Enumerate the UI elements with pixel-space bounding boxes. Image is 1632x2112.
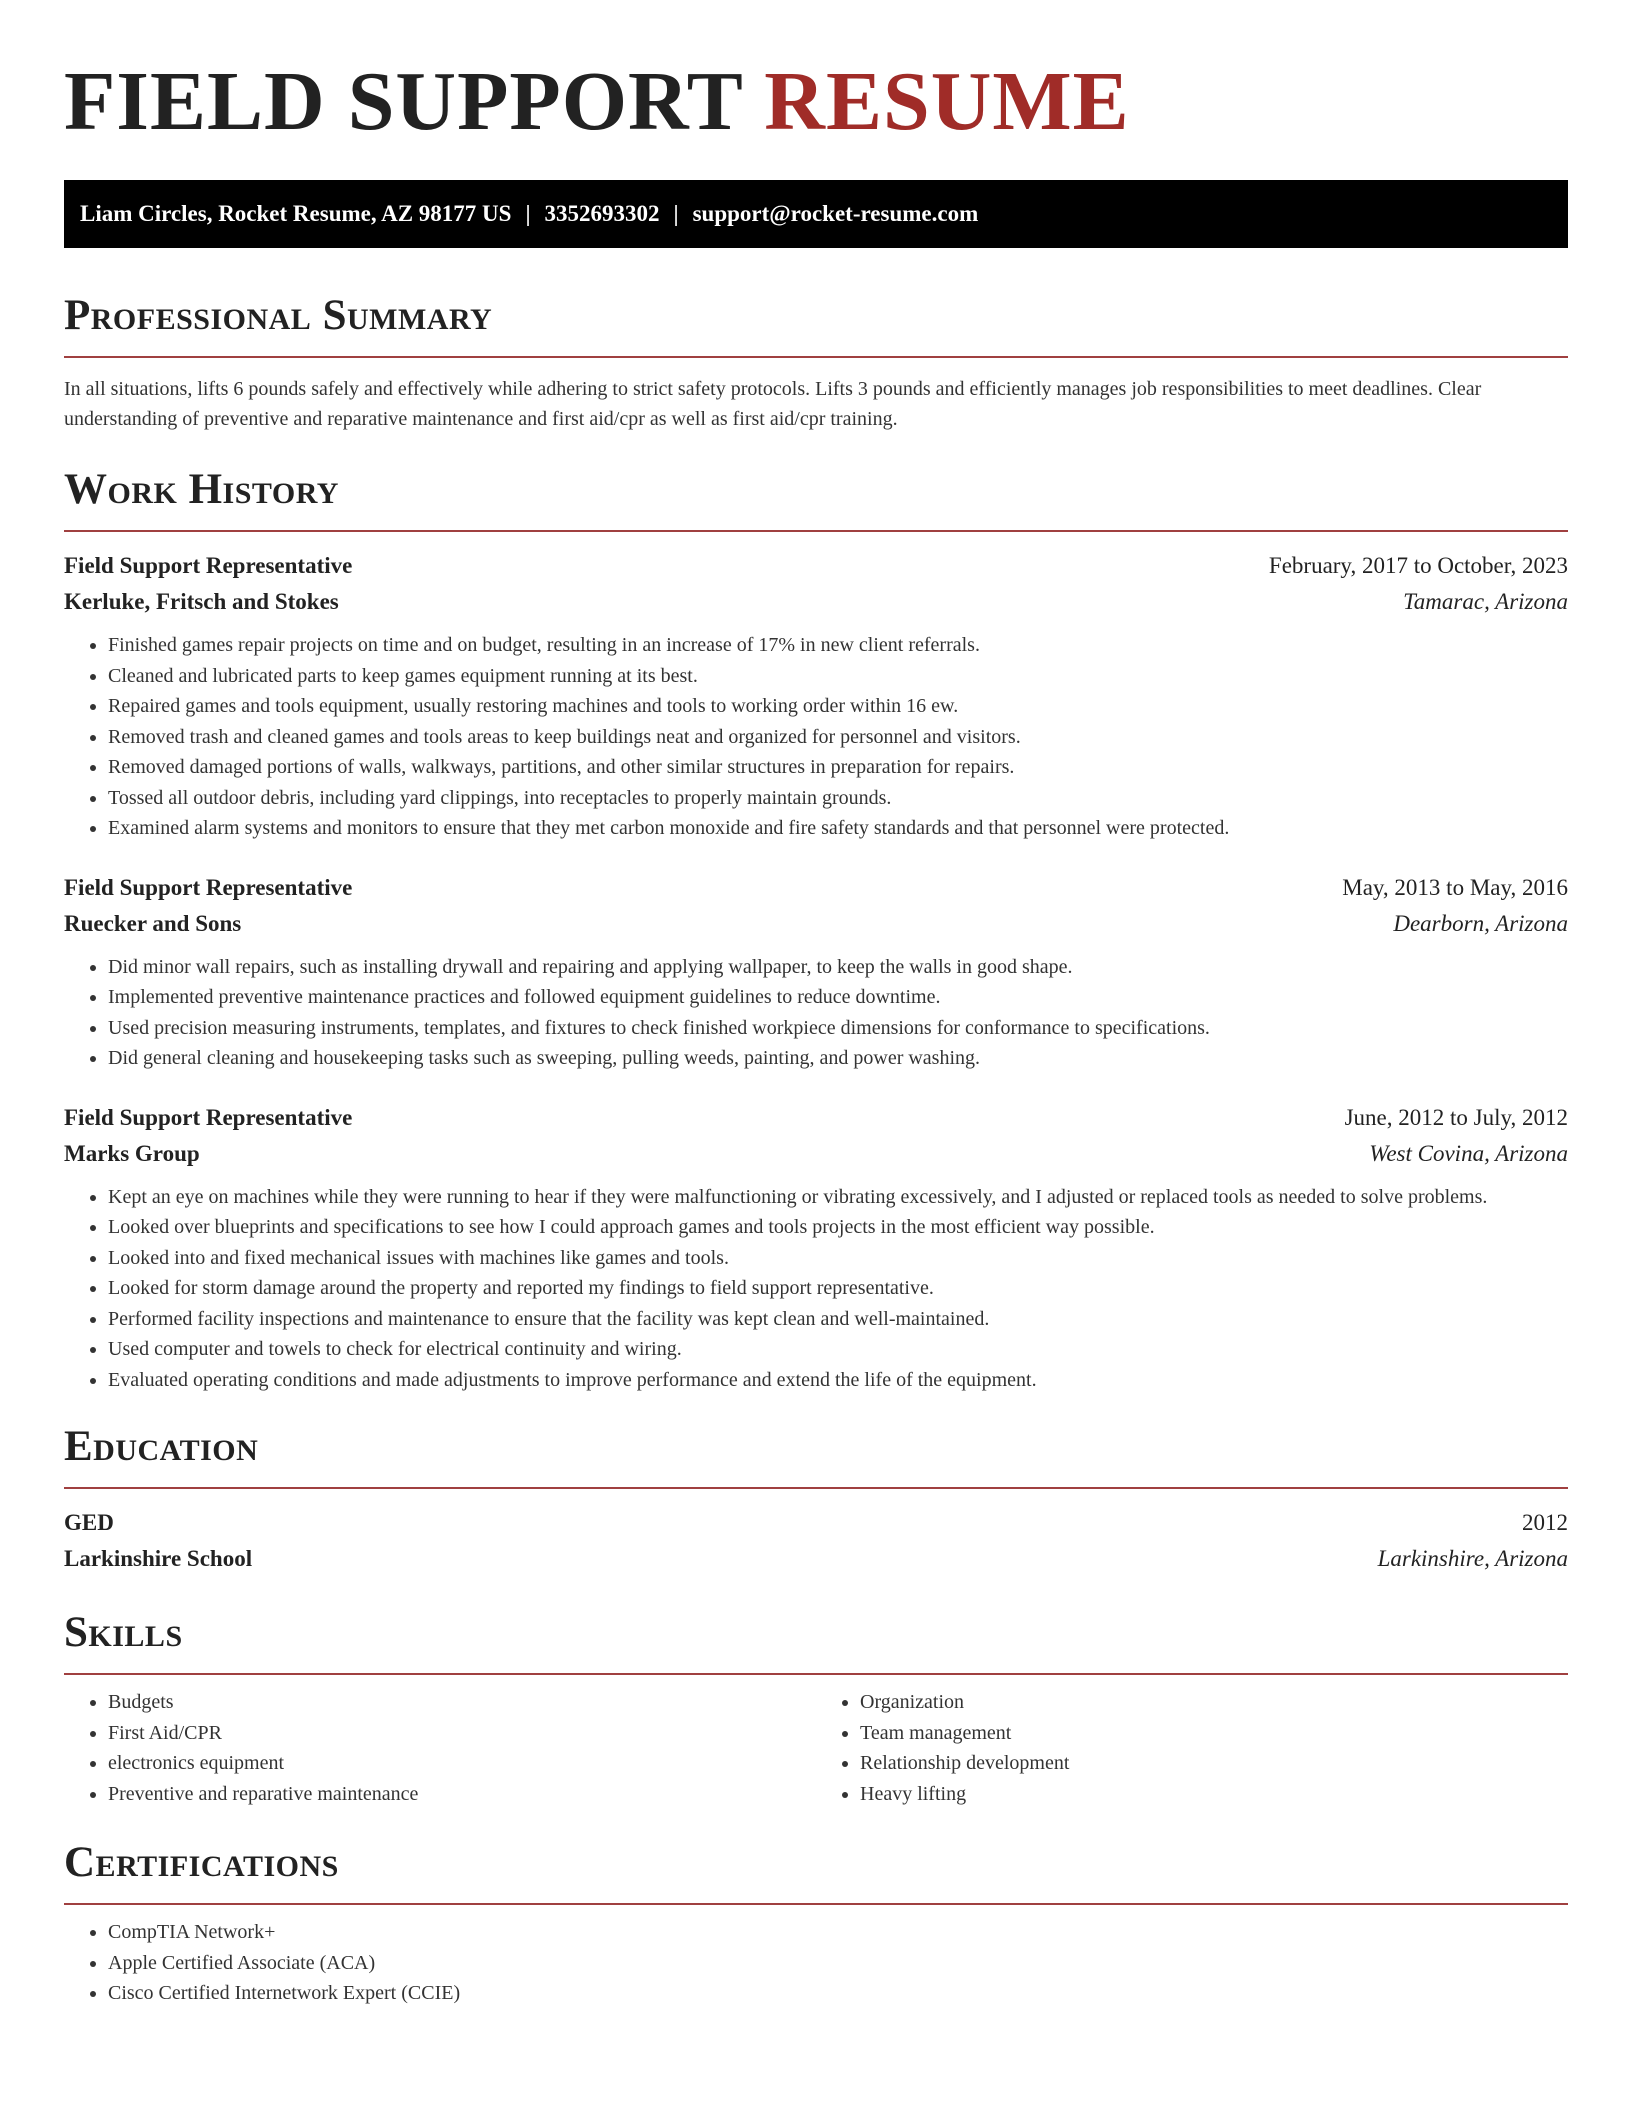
section-heading: Education <box>64 1423 259 1470</box>
job-bullets <box>64 952 1568 1074</box>
job-company: Marks Group <box>64 1140 200 1166</box>
section-heading: Professional Summary <box>64 292 493 339</box>
list-item: • Cisco Certified Internetwork Expert (CCIE) <box>108 1978 1568 2009</box>
contact-separator: | <box>525 201 531 226</box>
resume-title <box>64 52 1568 152</box>
job-title: Field Support Representative <box>64 1104 353 1130</box>
summary-section <box>64 290 1568 434</box>
list-item: • Organization <box>860 1687 1568 1718</box>
skills-column-right <box>816 1687 1568 1809</box>
education-year: 2012 <box>1522 1510 1568 1535</box>
job-company: Ruecker and Sons <box>64 910 242 936</box>
list-item: • Removed trash and cleaned games and tools areas to keep buildings neat and organized for personnel and visitors. <box>108 722 1568 753</box>
list-item: • Budgets <box>108 1687 816 1718</box>
contact-separator: | <box>673 201 679 226</box>
list-item: • Cleaned and lubricated parts to keep games equipment running at its best. <box>108 661 1568 692</box>
education-subheader <box>64 1541 1568 1577</box>
skills-column-left <box>64 1687 816 1809</box>
list-item: • Used computer and towels to check for electrical continuity and wiring. <box>108 1334 1568 1365</box>
job-subheader <box>64 584 1568 620</box>
job-entry <box>64 548 1568 844</box>
section-heading: Work History <box>64 466 339 513</box>
school-location: Larkinshire, Arizona <box>1377 1546 1568 1571</box>
list-item: • Preventive and reparative maintenance <box>108 1779 816 1810</box>
section-heading: Certifications <box>64 1839 339 1886</box>
list-item: • Did general cleaning and housekeeping tasks such as sweeping, pulling weeds, painting, and power washing. <box>108 1043 1568 1074</box>
section-divider <box>64 356 1568 358</box>
list-item: • First Aid/CPR <box>108 1718 816 1749</box>
summary-text: In all situations, lifts 6 pounds safely and effectively while adhering to strict safety protocols. Lifts 3 pounds and efficiently manages job responsibilities to meet deadlines. Clear understanding of preventive and reparative maintenance and first aid/cpr as well as first aid/cpr training. <box>64 378 1482 430</box>
list-item: • Kept an eye on machines while they were running to hear if they were malfunctioning or vibrating excessively, and I adjusted or replaced tools as needed to solve problems. <box>108 1182 1568 1213</box>
job-dates: February, 2017 to October, 2023 <box>1268 553 1568 578</box>
list-item: • Looked for storm damage around the property and reported my findings to field support representative. <box>108 1273 1568 1304</box>
job-subheader <box>64 1136 1568 1172</box>
list-item: • Heavy lifting <box>860 1779 1568 1810</box>
section-heading: Skills <box>64 1609 183 1656</box>
section-divider <box>64 530 1568 532</box>
title-main: FIELD SUPPORT <box>64 55 743 148</box>
list-item: • CompTIA Network+ <box>108 1917 1568 1948</box>
list-item: • Looked over blueprints and specifications to see how I could approach games and tools projects in the most efficient way possible. <box>108 1212 1568 1243</box>
list-item: • Removed damaged portions of walls, walkways, partitions, and other similar structures in preparation for repairs. <box>108 752 1568 783</box>
job-header <box>64 1100 1568 1136</box>
contact-email[interactable]: support@rocket-resume.com <box>692 201 979 226</box>
list-item: • Examined alarm systems and monitors to ensure that they met carbon monoxide and fire safety standards and that personnel were protected. <box>108 813 1568 844</box>
job-header <box>64 870 1568 906</box>
job-header <box>64 548 1568 584</box>
list-item: • Apple Certified Associate (ACA) <box>108 1948 1568 1979</box>
job-dates: May, 2013 to May, 2016 <box>1342 874 1568 900</box>
contact-phone: 3352693302 <box>544 201 660 226</box>
job-title: Field Support Representative <box>64 874 353 900</box>
degree: GED <box>64 1510 114 1535</box>
work-history-section <box>64 464 1568 1395</box>
skills-grid <box>64 1687 1568 1809</box>
list-item: • Tossed all outdoor debris, including yard clippings, into receptacles to properly maintain grounds. <box>108 783 1568 814</box>
job-location: Dearborn, Arizona <box>1393 910 1568 936</box>
title-accent: RESUME <box>764 55 1130 148</box>
list-item: • Evaluated operating conditions and made adjustments to improve performance and extend the life of the equipment. <box>108 1365 1568 1396</box>
job-bullets <box>64 1182 1568 1396</box>
job-location: West Covina, Arizona <box>1369 1140 1568 1166</box>
education-header <box>64 1505 1568 1541</box>
certifications-list <box>64 1917 1568 2009</box>
list-item: • Team management <box>860 1718 1568 1749</box>
list-item: • Implemented preventive maintenance practices and followed equipment guidelines to reduce downtime. <box>108 982 1568 1013</box>
section-divider <box>64 1673 1568 1675</box>
education-section <box>64 1421 1568 1577</box>
contact-address: Liam Circles, Rocket Resume, AZ 98177 US <box>80 201 512 226</box>
job-entry <box>64 1100 1568 1396</box>
job-dates: June, 2012 to July, 2012 <box>1344 1104 1568 1130</box>
list-item: • Repaired games and tools equipment, usually restoring machines and tools to working order within 16 ew. <box>108 691 1568 722</box>
job-location: Tamarac, Arizona <box>1403 589 1568 614</box>
list-item: • Did minor wall repairs, such as installing drywall and repairing and applying wallpaper, to keep the walls in good shape. <box>108 952 1568 983</box>
list-item: • electronics equipment <box>108 1748 816 1779</box>
education-entry <box>64 1505 1568 1577</box>
certifications-section <box>64 1837 1568 2009</box>
school-name: Larkinshire School <box>64 1546 253 1571</box>
job-subheader <box>64 906 1568 942</box>
job-bullets <box>64 630 1568 844</box>
section-divider <box>64 1487 1568 1489</box>
skills-section <box>64 1607 1568 1809</box>
contact-bar <box>64 180 1568 248</box>
list-item: • Used precision measuring instruments, templates, and fixtures to check finished workpiece dimensions for conformance to specifications. <box>108 1013 1568 1044</box>
job-company: Kerluke, Fritsch and Stokes <box>64 589 339 614</box>
list-item: • Relationship development <box>860 1748 1568 1779</box>
section-divider <box>64 1903 1568 1905</box>
list-item: • Finished games repair projects on time and on budget, resulting in an increase of 17% in new client referrals. <box>108 630 1568 661</box>
job-entry <box>64 870 1568 1074</box>
list-item: • Looked into and fixed mechanical issues with machines like games and tools. <box>108 1243 1568 1274</box>
list-item: • Performed facility inspections and maintenance to ensure that the facility was kept clean and well-maintained. <box>108 1304 1568 1335</box>
job-title: Field Support Representative <box>64 553 353 578</box>
